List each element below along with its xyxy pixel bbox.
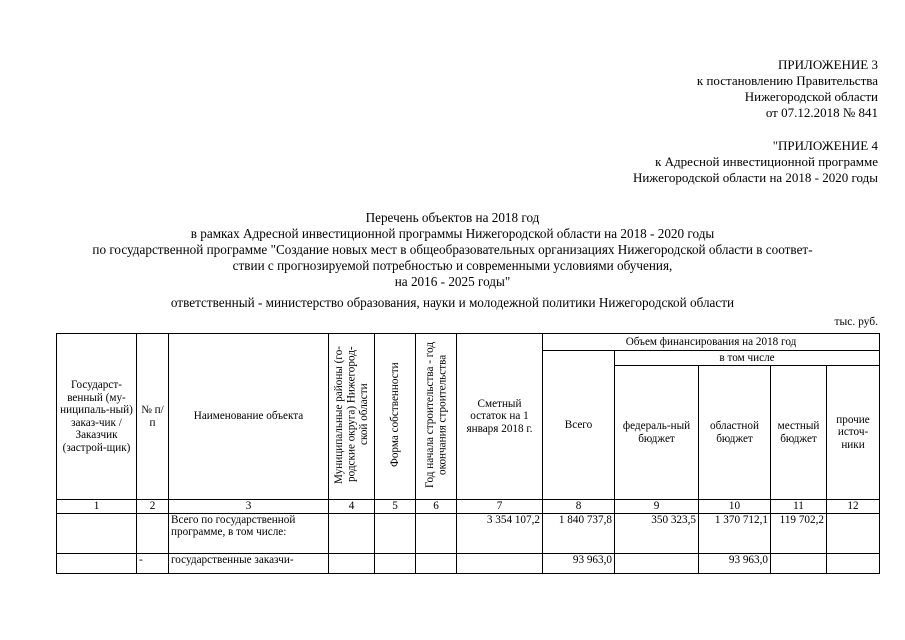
row-balance: [457, 553, 543, 573]
header-total: Всего: [543, 351, 615, 500]
row-other: [827, 513, 880, 553]
header-ownership: Форма собственности: [375, 334, 416, 500]
column-number: 9: [615, 500, 699, 514]
row-total: 1 840 737,8: [543, 513, 615, 553]
row-name: государственные заказчи-: [169, 553, 329, 573]
row-regional: 1 370 712,1: [699, 513, 771, 553]
column-numbers-row: [57, 500, 880, 514]
objects-table: [56, 333, 880, 574]
column-number: 6: [416, 500, 457, 514]
row-balance: 3 354 107,2: [457, 513, 543, 553]
column-number: 1: [57, 500, 137, 514]
column-number: 2: [137, 500, 169, 514]
row-federal: [615, 553, 699, 573]
column-number: 5: [375, 500, 416, 514]
decree-date: от 07.12.2018 № 841: [765, 105, 878, 120]
row-other: [827, 553, 880, 573]
header-name: Наименование объекта: [169, 334, 329, 500]
header-other: прочие источ-ники: [827, 366, 880, 500]
column-number: 3: [169, 500, 329, 514]
header-financing: Объем финансирования на 2018 год: [543, 334, 880, 351]
column-number: 10: [699, 500, 771, 514]
title-line-2: в рамках Адресной инвестиционной программы Нижегородской области на 2018 - 2020 годы: [190, 226, 715, 241]
header-local: местный бюджет: [771, 366, 827, 500]
column-number: 8: [543, 500, 615, 514]
title-line-6: ответственный - министерство образования, науки и молодежной политики Нижегородской области: [170, 295, 735, 310]
header-num: № п/п: [137, 334, 169, 500]
page-title: Перечень объектов на 2018 год: [365, 210, 540, 225]
program-years-line: Нижегородской области на 2018 - 2020 годы: [632, 170, 878, 185]
table-row: [57, 553, 880, 573]
row-num: [137, 513, 169, 553]
table-row: [57, 513, 880, 553]
header-including: в том числе: [615, 351, 880, 366]
header-district: Муниципальные районы (го-родские округа) Нижегород-ской области: [329, 334, 375, 500]
appendix-3-label: ПРИЛОЖЕНИЕ 3: [778, 57, 878, 72]
title-line-3: по государственной программе "Создание новых мест в общеобразовательных организациях Нижегородской области в соответ-: [92, 242, 813, 257]
units-label: тыс. руб.: [834, 316, 878, 328]
header-customer: Государст-венный (му-ниципаль-ный) заказ-чик / Заказчик (застрой-щик): [57, 334, 137, 500]
header-federal: федераль-ный бюджет: [615, 366, 699, 500]
appendix-4-label: "ПРИЛОЖЕНИЕ 4: [772, 138, 878, 153]
header-years: Год начала строительства - год окончания строительства: [416, 334, 457, 500]
row-regional: 93 963,0: [699, 553, 771, 573]
program-line: к Адресной инвестиционной программе: [655, 154, 878, 169]
column-number: 4: [329, 500, 375, 514]
column-number: 11: [771, 500, 827, 514]
decree-line: к постановлению Правительства: [696, 73, 878, 88]
column-number: 12: [827, 500, 880, 514]
title-line-4: ствии с прогнозируемой потребностью и современными условиями обучения,: [232, 258, 673, 273]
row-federal: 350 323,5: [615, 513, 699, 553]
row-num: -: [137, 553, 169, 573]
row-total: 93 963,0: [543, 553, 615, 573]
region-line: Нижегородской области: [744, 89, 878, 104]
title-line-5: на 2016 - 2025 годы": [394, 274, 511, 289]
row-local: [771, 553, 827, 573]
header-balance: Сметный остаток на 1 января 2018 г.: [457, 334, 543, 500]
row-name: Всего по государственной программе, в том числе:: [169, 513, 329, 553]
column-number: 7: [457, 500, 543, 514]
header-regional: областной бюджет: [699, 366, 771, 500]
row-local: 119 702,2: [771, 513, 827, 553]
